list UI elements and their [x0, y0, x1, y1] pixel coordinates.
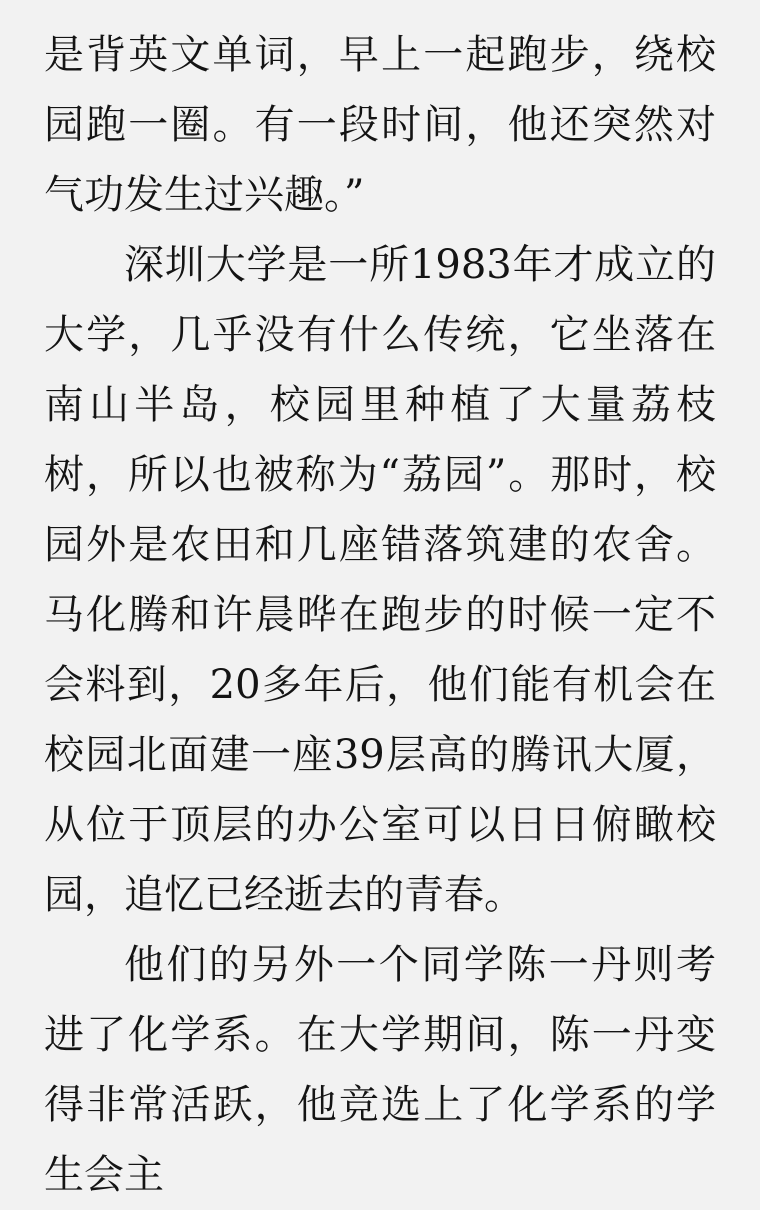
page-text-body	[44, 20, 716, 1210]
paragraph-3: 他们的另外一个同学陈一丹则考进了化学系。在大学期间，陈一丹变得非常活跃，他竞选上了化学系的学生会主	[44, 942, 716, 1198]
paragraph-1: 是背英文单词，早上一起跑步，绕校园跑一圈。有一段时间，他还突然对气功发生过兴趣。”	[44, 32, 716, 218]
paragraph-2: 深圳大学是一所1983年才成立的大学，几乎没有什么传统，它坐落在南山半岛，校园里种植了大量荔枝树，所以也被称为“荔园”。那时，校园外是农田和几座错落筑建的农舍。马化腾和许晨晔在跑步的时候一定不会料到，20多年后，他们能有机会在校园北面建一座39层高的腾讯大厦，从位于顶层的办公室可以日日俯瞰校园，追忆已经逝去的青春。	[44, 242, 716, 918]
